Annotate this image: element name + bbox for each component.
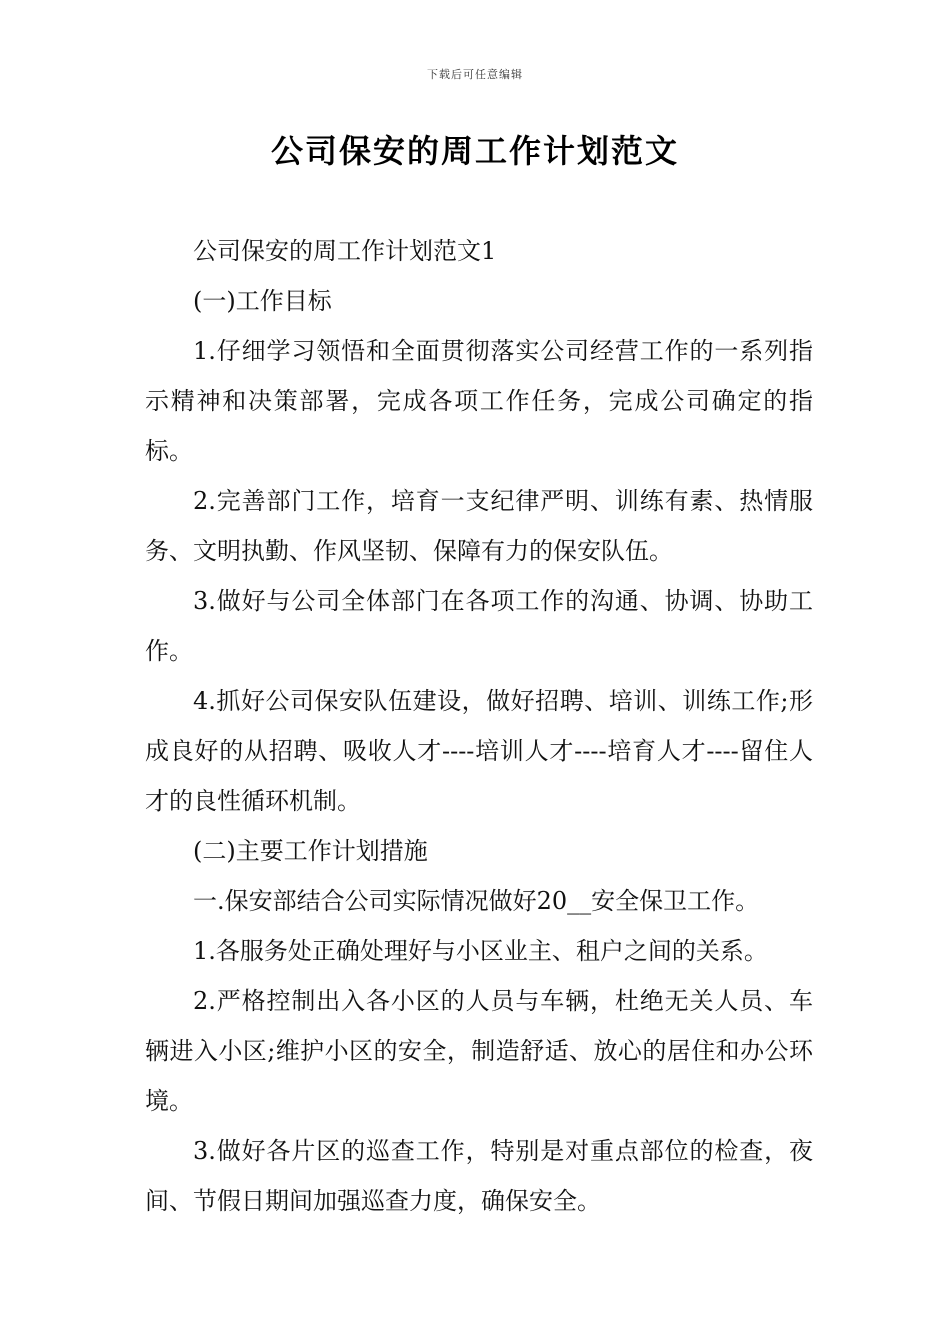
paragraph-goal-3: 3.做好与公司全体部门在各项工作的沟通、协调、协助工作。 xyxy=(145,587,813,665)
document-body xyxy=(145,226,813,1226)
paragraph-measure-intro: 一.保安部结合公司实际情况做好20__安全保卫工作。 xyxy=(193,887,760,915)
paragraph-work-goals-heading: (一)工作目标 xyxy=(193,287,332,315)
paragraph-measures-heading: (二)主要工作计划措施 xyxy=(193,837,428,865)
paragraph-section-heading: 公司保安的周工作计划范文1 xyxy=(193,237,497,265)
paragraph-measure-1: 1.各服务处正确处理好与小区业主、租户之间的关系。 xyxy=(193,937,768,965)
paragraph-measure-2: 2.严格控制出入各小区的人员与车辆，杜绝无关人员、车辆进入小区;维护小区的安全，制造舒适、放心的居住和办公环境。 xyxy=(145,987,813,1115)
paragraph-measure-3: 3.做好各片区的巡查工作，特别是对重点部位的检查，夜间、节假日期间加强巡查力度，确保安全。 xyxy=(145,1137,813,1215)
paragraph-goal-2: 2.完善部门工作，培育一支纪律严明、训练有素、热情服务、文明执勤、作风坚韧、保障有力的保安队伍。 xyxy=(145,487,813,565)
header-note: 下载后可任意编辑 xyxy=(427,68,523,81)
document-title: 公司保安的周工作计划范文 xyxy=(270,132,679,170)
paragraph-goal-4: 4.抓好公司保安队伍建设，做好招聘、培训、训练工作;形成良好的从招聘、吸收人才----培训人才----培育人才----留住人才的良性循环机制。 xyxy=(145,687,813,815)
paragraph-goal-1: 1.仔细学习领悟和全面贯彻落实公司经营工作的一系列指示精神和决策部署，完成各项工作任务，完成公司确定的指标。 xyxy=(145,337,813,465)
